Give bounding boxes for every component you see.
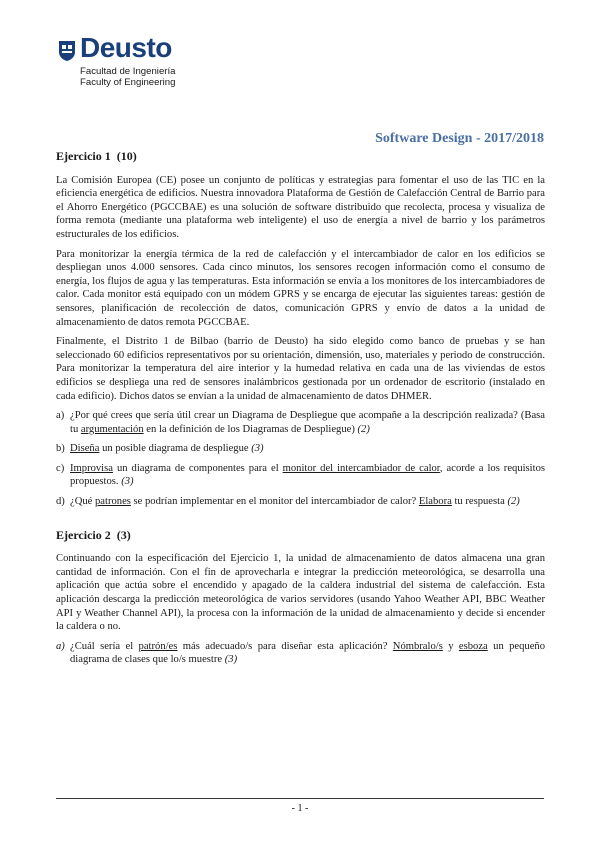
exercise-1-paragraph-1: La Comisión Europea (CE) posee un conjunto de políticas y estrategias para fomentar el uso de las TIC en la eficiencia energética de edificios. Nuestra innovadora Plataforma de Gestión de Calefacción Central de Barrio para el Ahorro Energético (PGCCBAE) es una solución de software distribuido que recolecta, procesa y visualiza de forma remota (mediante una plataforma web inteligente) el uso de energía a nivel de barrio y los parámetros estructurales de los edificios.	[56, 174, 545, 240]
question-1b	[56, 442, 545, 456]
exercise-1-questions	[56, 409, 545, 509]
exercise-1-heading	[56, 150, 545, 164]
exam-content	[56, 150, 545, 673]
question-points: (3)	[224, 654, 238, 666]
footer-divider	[56, 798, 544, 799]
exercise-1-title: Ejercicio 1	[56, 149, 111, 163]
question-points: (3)	[121, 476, 134, 488]
faculty-name-es: Facultad de Ingeniería	[80, 66, 176, 77]
question-label: c)	[56, 462, 65, 474]
question-keyword: Elabora	[418, 496, 452, 508]
exercise-2-questions	[56, 640, 545, 667]
faculty-name	[80, 67, 175, 88]
question-keyword: Nómbralo/s	[392, 640, 443, 652]
exercise-2-title: Ejercicio 2	[56, 527, 111, 542]
question-keyword: Improvisa	[70, 462, 113, 474]
logo-text: Deusto	[80, 32, 172, 63]
exercise-1-points: (10)	[116, 149, 137, 163]
question-1c	[56, 462, 545, 489]
question-text: un pequeño diagrama de clases que lo/s muestre	[70, 640, 546, 666]
question-text: un posible diagrama de despliegue	[99, 443, 249, 455]
question-label: b)	[56, 443, 65, 455]
question-points: (3)	[251, 443, 264, 455]
question-text: ¿Por qué crees que sería útil crear un Diagrama de Despliegue que acompañe a la descripción realizada? (Basa tu	[70, 410, 545, 435]
question-label: a)	[56, 410, 65, 422]
question-text: ¿Qué	[70, 496, 95, 508]
exercise-1-paragraph-2: Para monitorizar la energía térmica de la red de calefacción y el intercambiador de calor en los edificios se despliegan unos 4.000 sensores. Cada cinco minutos, los sensores recogen información como el consumo de energía, los flujos de agua y las temperaturas. Esta información se envía a los monitores de los intercambiadores de calor. Cada monitor está equipado con un módem GPRS y se encarga de ejecutar las siguientes tareas: gestión de sensores, planificación de recolección de datos, comunicación GPRS y envío de datos a la unidad de almacenamiento de datos remota PGCCBAE.	[56, 248, 545, 328]
page-number: - 1 -	[291, 803, 309, 814]
question-1d	[56, 495, 545, 509]
question-points: (2)	[357, 423, 370, 435]
question-text: más adecuado/s para diseñar esta aplicación?	[177, 640, 393, 652]
question-text: en la definición de los Diagramas de Despliegue)	[143, 423, 355, 435]
question-label: d)	[56, 496, 65, 508]
question-text: y	[442, 640, 459, 652]
question-label: a)	[56, 640, 65, 652]
question-points: (2)	[507, 496, 520, 508]
question-keyword: Diseña	[70, 443, 100, 455]
question-text: , acorde a los requisitos propuestos.	[70, 462, 545, 488]
deusto-shield-icon	[58, 40, 76, 62]
exercise-2-points: (3)	[116, 527, 131, 542]
question-text: ¿Cuál sería el	[70, 640, 139, 652]
question-text: un diagrama de componentes para el	[112, 462, 283, 474]
exercise-2-heading	[56, 529, 545, 543]
question-keyword: argumentación	[80, 423, 144, 435]
question-text: se podrían implementar en el monitor del intercambiador de calor?	[130, 496, 419, 508]
question-keyword: patrones	[95, 496, 131, 508]
exercise-1-paragraph-3: Finalmente, el Distrito 1 de Bilbao (barrio de Deusto) ha sido elegido como banco de pruebas y se han seleccionado 60 edificios representativos por su orientación, dimensión, uso, materiales y periodo de construcción. Para monitorizar la temperatura del aire interior y la humedad relativa en cada una de las viviendas de estos edificios se despliega una red de sensores inalámbricos gestionada por un ordenador de escritorio (instalado en cada edificio). Dichos datos se envían a la unidad de almacenamiento de datos DHMER.	[56, 336, 545, 402]
faculty-name-en: Faculty of Engineering	[80, 76, 176, 88]
question-1a	[56, 409, 545, 436]
question-keyword: patrón/es	[138, 640, 178, 652]
exercise-2-paragraph-1: Continuando con la especificación del Ejercicio 1, la unidad de almacenamiento de datos almacena una gran cantidad de información. Con el fin de aprovecharla e integrar la predicción meteorológica, se desarrolla una aplicación que actúa sobre el encendido y apagado de la caldera industrial del sistema de calefacción. Esta aplicación descarga la predicción meteorológica de varios servidores (usando Yahoo Weather API, BBC Weather API y Weather Channel API), la procesa con la información de la unidad de almacenamiento y decide si encender la caldera o no.	[56, 553, 545, 633]
question-2a	[56, 640, 545, 667]
question-text: tu respuesta	[451, 496, 505, 508]
document-title: Software Design - 2017/2018	[375, 131, 544, 146]
university-logo	[58, 32, 218, 94]
question-keyword: esboza	[458, 640, 488, 652]
question-keyword: monitor del intercambiador de calor	[282, 462, 440, 474]
